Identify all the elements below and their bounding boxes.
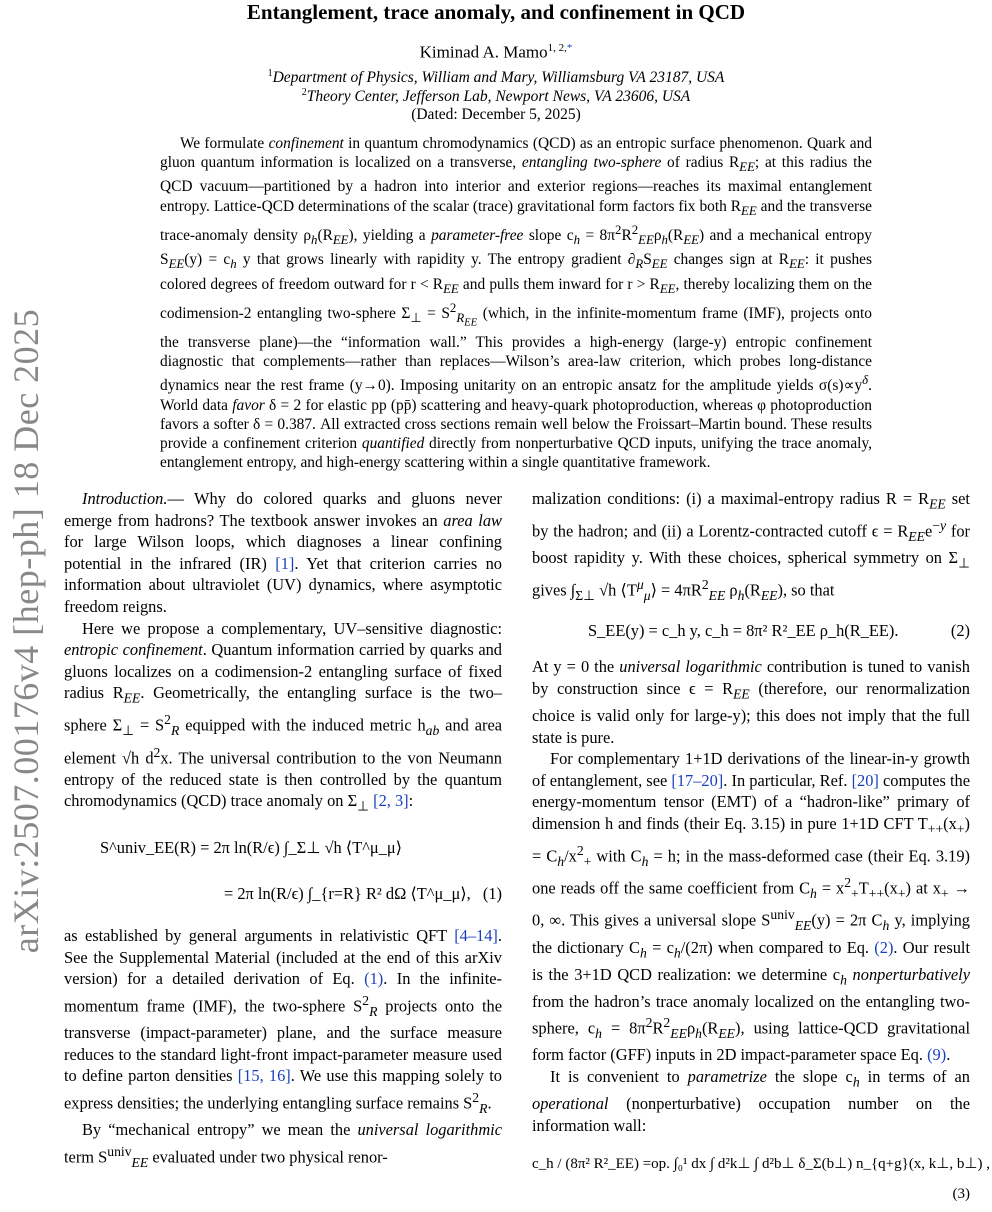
equation-1: S^univ_EE(R) = 2π ln(R/ϵ) ∫_Σ⊥ √h ⟨T^μ_μ⟩ = 2π ln(R/ϵ) ∫_{r=R} R² dΩ ⟨T^μ_μ⟩, (1): [100, 838, 502, 904]
paragraph: At y = 0 the universal logarithmic contribution is tuned to vanish by construction since $\epsilon = R_{EE}$ (therefore, our renormalization choice is valid only for large-y); this does not imply that the full state is pure.: [532, 657, 970, 747]
equation-number: (1): [482, 884, 502, 904]
paragraph: It is convenient to parametrize the slope $c_h$ in terms of an operational (nonperturbative) occupation number on the information wall:: [532, 1067, 970, 1135]
ref-link[interactable]: [17–20]: [671, 770, 724, 790]
right-column: [532, 488, 990, 1212]
intro-paragraph: Introduction.— Why do colored quarks and gluons never emerge from hadrons? The textbook answer invokes an area law for large Wilson loops, which diagnoses a linear confining potential in the infrared (IR) [1]. Yet that criterion carries no information about ultraviolet (UV) dynamics, where asymptotic freedom reigns.: [64, 489, 502, 616]
left-column: [64, 488, 502, 1173]
paragraph: malization conditions: (i) a maximal-entropy radius $R = R_{EE}$ set by the hadron; and (ii) a Lorentz-contracted cutoff $\epsilon = R_{EE}e^{-y}$ for boost rapidity y. With these choices, spherical symmetry on $\Sigma_\perp$ gives $\int_{\Sigma\perp}$ √h $⟨T^\mu_\mu⟩ = 4\pi R^2_{EE}$ $\rho_h(R_{EE})$, so that: [532, 489, 970, 603]
ref-link[interactable]: [4–14]: [454, 926, 498, 946]
equation-number: (2): [950, 621, 970, 641]
affiliation-1: $^1$Department of Physics, William and Mary, Williamsburg VA 23187, USA: [267, 68, 725, 87]
equation-2: S_EE(y) = c_h y, c_h = 8π² R²_EE ρ_h(R_EE). (2): [588, 621, 970, 641]
paragraph: For complementary 1+1D derivations of the linear-in-y growth of entanglement, see [17–20]. In particular, Ref. [20] computes the energy-momentum tensor (EMT) of a “hadron-like” primary of dimension h and finds (their Eq. 3.15) in pure 1+1D CFT $T_{++}(x_+) = C_h/x^2_+$ with $C_h = h$; in the mass-deformed case (their Eq. 3.19) one reads off the same coefficient from $C_h = x^2_+T_{++}(x_+)$ at $x_+ \to 0$, ∞. This gives a universal slope $S^{univ}_{EE}(y) = 2\pi$ $C_h$ y, implying the dictionary $C_h = c_h/(2\pi)$ when compared to Eq. (2). Our result is the 3+1D QCD realization: we determine $c_h$ nonperturbatively from the hadron’s trace anomaly localized on the entangling two-sphere, $c_h = 8\pi^2R^2_{EE}\rho_h(R_{EE})$, using lattice-QCD gravitational form factor (GFF) inputs in 2D impact-parameter space Eq. (9).: [532, 749, 971, 1065]
paper-title: Entanglement, trace anomaly, and confinement in QCD: [246, 0, 746, 24]
affiliation-2: $^2$Theory Center, Jefferson Lab, Newport News, VA 23606, USA: [301, 87, 691, 106]
author-footnote-link[interactable]: *: [566, 42, 573, 54]
author-name: Kiminad A. Mamo: [419, 42, 548, 62]
paragraph: Here we propose a complementary, UV–sensitive diagnostic: entropic confinement. Quantum information carried by quarks and gluons localizes on a codimension-2 entangling surface of fixed radius $R_{EE}$. Geometrically, the entangling surface is the two–sphere $\Sigma_\perp = S^2_R$ equipped with the induced metric $h_{ab}$ and area element √h $d^2x$. The universal contribution to the von Neumann entropy of the reduced state is then controlled by the quantum chromodynamics (QCD) trace anomaly on $\Sigma_\perp$ [2, 3]:: [64, 618, 503, 814]
date-line: (Dated: December 5, 2025): [411, 106, 581, 123]
paragraph: By “mechanical entropy” we mean the universal logarithmic term $S^{univ}_{EE}$ evaluated under two physical renor-: [64, 1120, 502, 1170]
equation-number: (3): [952, 1186, 970, 1203]
ref-link[interactable]: [15, 16]: [237, 1066, 291, 1086]
ref-link[interactable]: (1): [364, 969, 384, 989]
ref-link[interactable]: [20]: [851, 770, 879, 790]
author-affil-marks: 1, 2,: [547, 42, 567, 54]
paragraph: as established by general arguments in relativistic QFT [4–14]. See the Supplemental Material (included at the end of this arXiv version) for a detailed derivation of Eq. (1). In the infinite-momentum frame (IMF), the two-sphere $S^2_R$ projects onto the transverse (impact-parameter) plane, and the surface measure reduces to the standard light-front impact-parameter measure used to define parton densities [15, 16]. We use this mapping solely to express densities; the underlying entangling surface remains $S^2_R$.: [64, 926, 502, 1116]
ref-link[interactable]: [2, 3]: [373, 791, 409, 811]
equation-3: c_h / (8π² R²_EE) =op. ∫₀¹ dx ∫ d²k⊥ ∫ d²b⊥ δ_Σ(b⊥) n_{q+g}(x, k⊥, b⊥) , (3): [532, 1144, 970, 1204]
ref-link[interactable]: (9): [927, 1045, 947, 1065]
ref-link[interactable]: (2): [874, 937, 894, 957]
arxiv-sidebar-stamp: [0, 260, 58, 980]
abstract: We formulate confinement in quantum chromodynamics (QCD) as an entropic surface phenomenon. Quark and gluon quantum information is localized on a transverse, entangling two-sphere of radius $R_{EE}$; at this radius the QCD vacuum—partitioned by a hadron into interior and exterior regions—reaches its maximal entanglement entropy. Lattice-QCD determinations of the scalar (trace) gravitational form factors fix both $R_{EE}$ and the transverse trace-anomaly density $\rho_h(R_{EE})$, yielding a parameter-free slope $c_h = 8\pi^2R^2_{EE}\rho_h(R_{EE})$ and a mechanical entropy $S_{EE}(y) = c_h$ y that grows linearly with rapidity y. The entropy gradient $\partial_RS_{EE}$ changes sign at $R_{EE}$: it pushes colored degrees of freedom outward for $r < R_{EE}$ and pulls them inward for $r > R_{EE}$, thereby localizing them on the codimension-2 entangling two-sphere $\Sigma_\perp = S^2_{R_{EE}}$ (which, in the infinite-momentum frame (IMF), projects onto the transverse plane)—the “information wall.” This provides a high-energy (large-y) entropic confinement diagnostic that complements—rather than replaces—Wilson’s area-law criterion, which probes long-distance dynamics near the rest frame (y→0). Imposing unitarity on an entropic ansatz for the amplitude yields $\sigma(s)\propto y^\delta$. World data favor δ = 2 for elastic pp (pp̄) scattering and heavy-quark photoproduction, whereas φ photoproduction favors a softer δ = 0.387. All extracted cross sections remain well below the Froissart–Martin bound. These results provide a confinement criterion quantified directly from nonperturbative QCD inputs, unifying the trace anomaly, entanglement entropy, and high-energy scattering within a single quantitative framework.: [160, 135, 873, 472]
ref-link[interactable]: [1]: [275, 553, 295, 573]
arxiv-identifier: arXiv:2507.00176v4 [hep-ph] 18 Dec 2025: [6, 308, 46, 954]
author-line: [0, 42, 992, 63]
